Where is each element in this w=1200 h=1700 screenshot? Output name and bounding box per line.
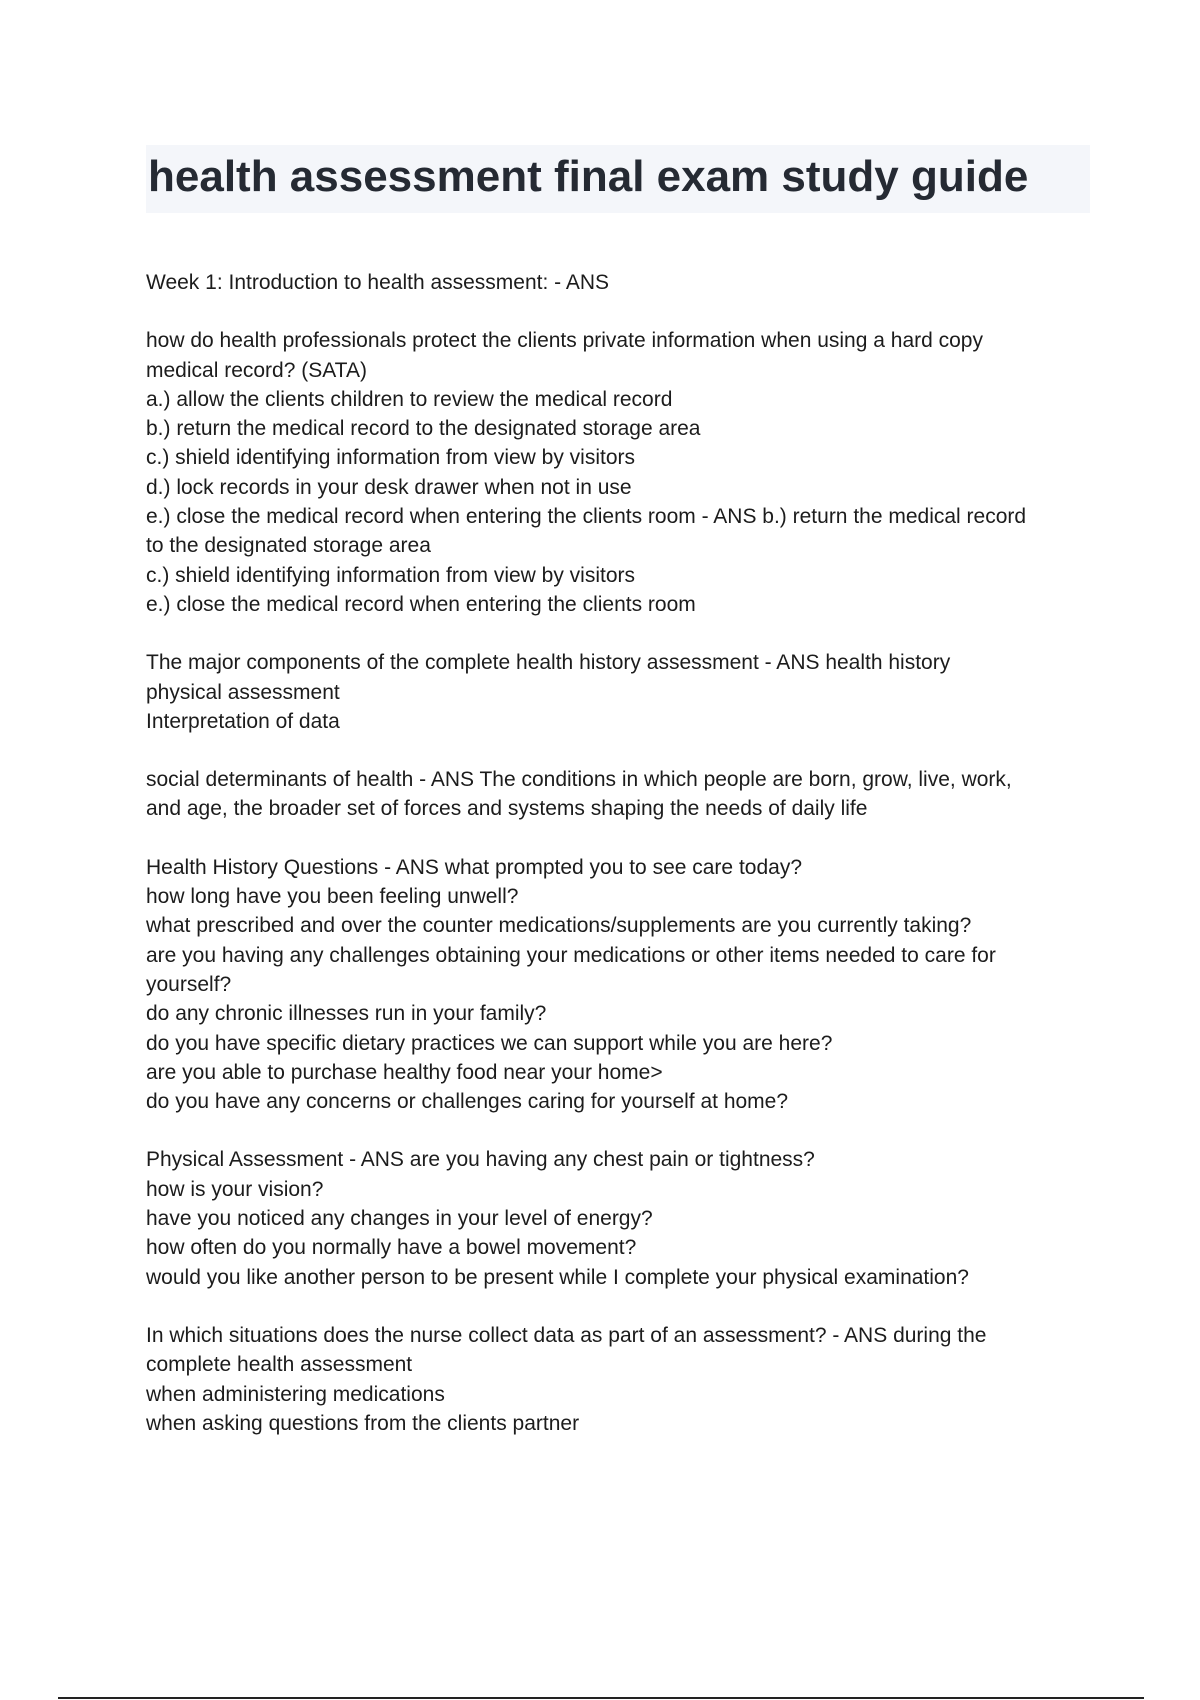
text-line: The major components of the complete health history assessment - ANS health history — [146, 651, 951, 675]
text-block — [146, 1321, 1090, 1438]
text-line: do you have any concerns or challenges caring for yourself at home? — [146, 1090, 789, 1114]
text-line: b.) return the medical record to the designated storage area — [146, 417, 701, 441]
text-line: yourself? — [146, 972, 232, 996]
text-block — [146, 765, 1090, 824]
text-line: how is your vision? — [146, 1177, 324, 1201]
text-line: Week 1: Introduction to health assessment: - ANS — [146, 271, 610, 294]
document-body — [146, 268, 1090, 1467]
page-divider — [58, 1697, 1144, 1699]
text-line: medical record? (SATA) — [146, 358, 367, 382]
text-line: when asking questions from the clients partner — [146, 1411, 580, 1435]
text-block — [146, 648, 1090, 736]
title-banner — [146, 145, 1090, 213]
text-line: e.) close the medical record when entering the clients room — [146, 592, 696, 616]
text-line: and age, the broader set of forces and systems shaping the needs of daily life — [146, 797, 868, 821]
text-line: are you able to purchase healthy food near your home> — [146, 1060, 663, 1084]
text-block — [146, 268, 1090, 297]
text-line: are you having any challenges obtaining your medications or other items needed to care for — [146, 943, 996, 967]
text-line: Physical Assessment - ANS are you having any chest pain or tightness? — [146, 1148, 815, 1172]
text-line: Interpretation of data — [146, 709, 340, 733]
text-line: do any chronic illnesses run in your family? — [146, 1002, 547, 1026]
text-line: how do health professionals protect the clients private information when using a hard copy — [146, 329, 983, 353]
text-line: In which situations does the nurse collect data as part of an assessment? - ANS during the — [146, 1323, 987, 1347]
text-block — [146, 853, 1090, 1117]
text-line: how often do you normally have a bowel movement? — [146, 1236, 637, 1260]
text-line: d.) lock records in your desk drawer when not in use — [146, 475, 632, 499]
text-line: physical assessment — [146, 680, 340, 704]
text-line: a.) allow the clients children to review the medical record — [146, 387, 673, 411]
text-block — [146, 1145, 1090, 1291]
text-line: complete health assessment — [146, 1353, 413, 1377]
text-line: c.) shield identifying information from view by visitors — [146, 446, 636, 470]
document-title: health assessment final exam study guide — [148, 152, 1029, 201]
text-line: e.) close the medical record when entering the clients room - ANS b.) return the medical record — [146, 505, 1027, 529]
text-line: how long have you been feeling unwell? — [146, 885, 519, 909]
text-line: to the designated storage area — [146, 534, 431, 558]
text-line: social determinants of health - ANS The conditions in which people are born, grow, live, work, — [146, 768, 1012, 792]
text-line: c.) shield identifying information from view by visitors — [146, 563, 636, 587]
text-line: do you have specific dietary practices we can support while you are here? — [146, 1031, 833, 1055]
text-line: Health History Questions - ANS what prompted you to see care today? — [146, 855, 802, 879]
text-block — [146, 326, 1090, 619]
text-line: have you noticed any changes in your level of energy? — [146, 1207, 653, 1231]
text-line: when administering medications — [146, 1382, 445, 1406]
text-line: what prescribed and over the counter medications/supplements are you currently taking? — [146, 914, 972, 938]
text-line: would you like another person to be present while I complete your physical examination? — [146, 1265, 969, 1289]
